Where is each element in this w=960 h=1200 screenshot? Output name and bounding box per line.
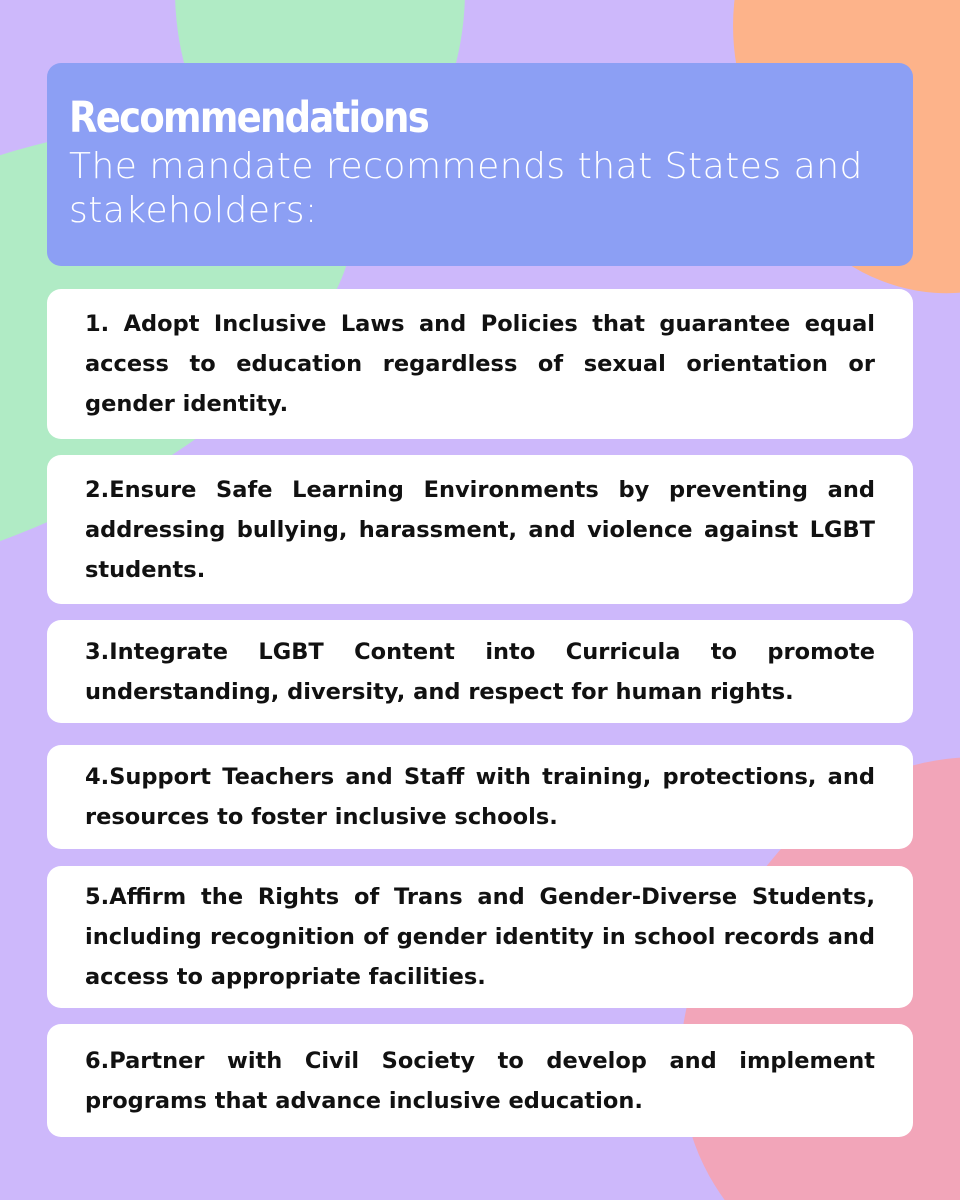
- page-title: Recommendations: [69, 93, 429, 143]
- recommendation-text: 2.Ensure Safe Learning Environments by preventing and addressing bullying, harassment, and violence against LGBT students.: [85, 476, 875, 583]
- recommendation-card-2: [47, 455, 913, 604]
- recommendation-card-3: [47, 620, 913, 723]
- recommendation-text: 3.Integrate LGBT Content into Curricula to promote understanding, diversity, and respect for human rights.: [85, 638, 875, 705]
- recommendation-text: 4.Support Teachers and Staff with training, protections, and resources to foster inclusive schools.: [85, 764, 875, 830]
- recommendation-text: 6.Partner with Civil Society to develop and implement programs that advance inclusive education.: [85, 1047, 875, 1114]
- recommendation-card-5: [47, 866, 913, 1008]
- header-panel: [47, 63, 913, 266]
- recommendation-card-1: [47, 289, 913, 439]
- recommendation-text: 1. Adopt Inclusive Laws and Policies that guarantee equal access to education regardless of sexual orientation or gender identity.: [85, 311, 875, 417]
- page-subtitle: The mandate recommends that States and stakeholders:: [69, 146, 863, 231]
- recommendation-card-4: [47, 745, 913, 849]
- recommendation-text: 5.Affirm the Rights of Trans and Gender-Diverse Students, including recognition of gender identity in school records and access to appropriate facilities.: [85, 884, 875, 990]
- recommendation-card-6: [47, 1024, 913, 1137]
